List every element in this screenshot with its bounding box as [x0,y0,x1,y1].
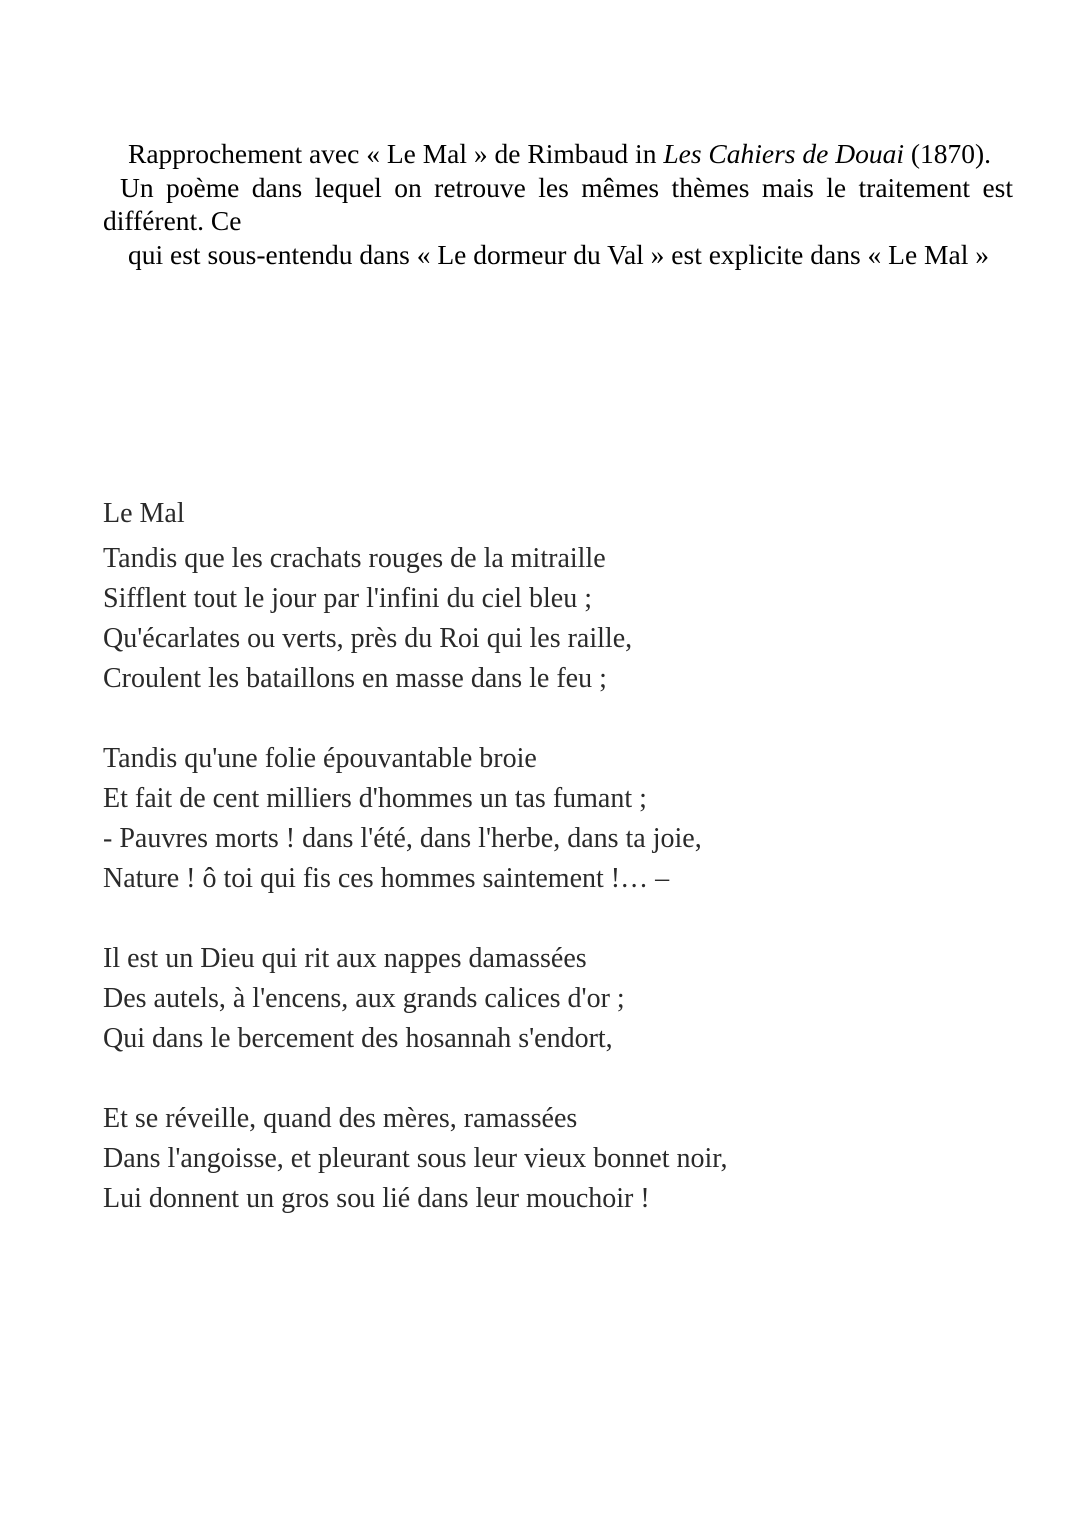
poem-stanza-3 [103,939,1003,1059]
intro-paragraph-explicit: qui est sous-entendu dans « Le dormeur du Val » est explicite dans « Le Mal » [128,238,989,270]
verse-line: Nature ! ô toi qui fis ces hommes saintement !… – [103,863,670,894]
poem-stanza-2 [103,739,1003,899]
poem-stanza-1 [103,539,1003,699]
verse-line: Et se réveille, quand des mères, ramassées [103,1103,578,1134]
verse-line: Lui donnent un gros sou lié dans leur mouchoir ! [103,1183,650,1214]
intro-paragraph-themes: Un poème dans lequel on retrouve les mêmes thèmes mais le traitement est différent. Ce [103,171,1013,236]
verse-line: Tandis qu'une folie épouvantable broie [103,743,537,774]
intro-date: (1870). [903,138,992,169]
verse-line: Dans l'angoisse, et pleurant sous leur vieux bonnet noir, [103,1143,728,1174]
verse-line: Croulent les bataillons en masse dans le feu ; [103,663,607,694]
verse-line: Et fait de cent milliers d'hommes un tas fumant ; [103,783,647,814]
poem-body [103,539,1003,1259]
verse-line: Qui dans le bercement des hosannah s'endort, [103,1023,613,1054]
verse-line: - Pauvres morts ! dans l'été, dans l'herbe, dans ta joie, [103,823,702,854]
poem-stanza-4 [103,1099,1003,1219]
verse-line: Des autels, à l'encens, aux grands calices d'or ; [103,983,625,1014]
verse-line: Il est un Dieu qui rit aux nappes damassées [103,943,587,974]
verse-line: Qu'écarlates ou verts, près du Roi qui les raille, [103,623,633,654]
intro-paragraph-rapprochement [103,137,1013,171]
poem-title: Le Mal [103,498,185,529]
verse-line: Tandis que les crachats rouges de la mitraille [103,543,606,574]
book-title: Les Cahiers de Douai [663,138,904,169]
intro-text [103,137,1013,271]
verse-line: Sifflent tout le jour par l'infini du ciel bleu ; [103,583,592,614]
intro-text-start: Rapprochement avec « Le Mal » de Rimbaud in [128,138,664,169]
